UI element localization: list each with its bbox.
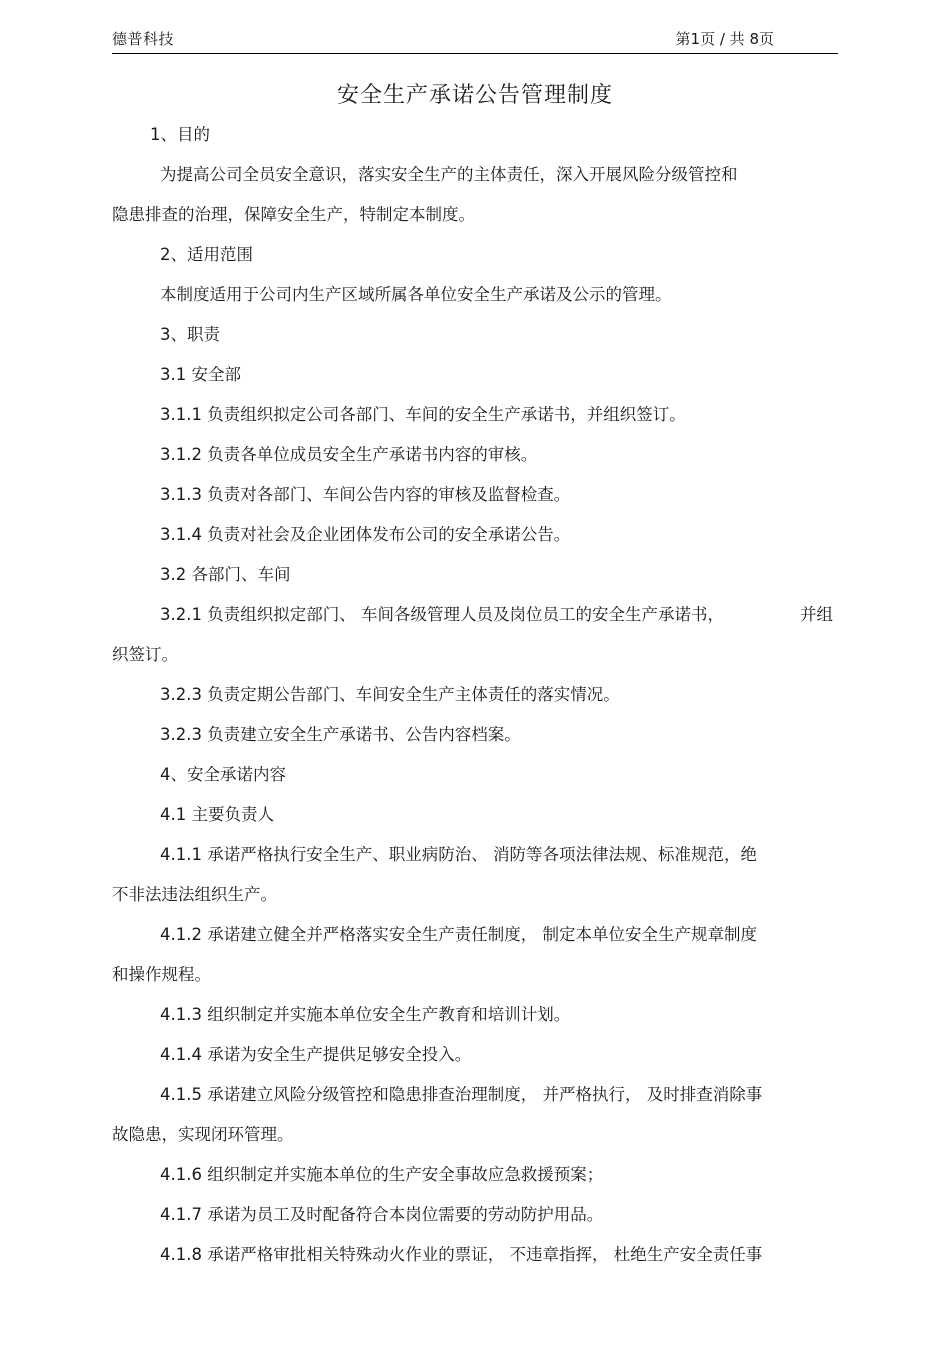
section-heading: 4、安全承诺内容: [160, 765, 286, 784]
clause-line: 3.2.1 负责组织拟定部门、 车间各级管理人员及岗位员工的安全生产承诺书，: [160, 605, 724, 624]
clause-line: 织签订。: [112, 645, 178, 664]
clause-line: 4.1.2 承诺建立健全并严格落实安全生产责任制度， 制定本单位安全生产规章制度: [160, 925, 757, 944]
paragraph-line: 为提高公司全员安全意识，落实安全生产的主体责任，深入开展风险分级管控和: [160, 165, 738, 184]
clause-line: 3.1.2 负责各单位成员安全生产承诺书内容的审核。: [160, 445, 538, 464]
paragraph-line: 本制度适用于公司内生产区域所属各单位安全生产承诺及公示的管理。: [160, 285, 672, 304]
subsection-heading: 3.1 安全部: [160, 365, 241, 384]
paragraph-line: 隐患排查的治理，保障安全生产，特制定本制度。: [112, 205, 475, 224]
clause-line: 3.2.3 负责建立安全生产承诺书、公告内容档案。: [160, 725, 521, 744]
clause-line: 不非法违法组织生产。: [112, 885, 277, 904]
section-heading: 1、目的: [150, 125, 210, 144]
document-title: 安全生产承诺公告管理制度: [336, 83, 613, 108]
subsection-heading: 3.2 各部门、车间: [160, 565, 291, 584]
clause-line: 3.1.3 负责对各部门、车间公告内容的审核及监督检查。: [160, 485, 571, 504]
company-name: 德普科技: [112, 30, 175, 48]
clause-line: 3.1.1 负责组织拟定公司各部门、车间的安全生产承诺书，并组织签订。: [160, 405, 686, 424]
section-heading: 2、适用范围: [160, 245, 253, 264]
section-heading: 3、职责: [160, 325, 220, 344]
clause-line: 4.1.3 组织制定并实施本单位安全生产教育和培训计划。: [160, 1005, 571, 1024]
clause-line: 4.1.4 承诺为安全生产提供足够安全投入。: [160, 1045, 472, 1064]
clause-line: 4.1.5 承诺建立风险分级管控和隐患排查治理制度， 并严格执行， 及时排查消除事: [160, 1085, 763, 1104]
page-number: 第1页 / 共 8页: [675, 30, 774, 48]
clause-line: 3.1.4 负责对社会及企业团体发布公司的安全承诺公告。: [160, 525, 571, 544]
clause-line: 3.2.3 负责定期公告部门、车间安全生产主体责任的落实情况。: [160, 685, 620, 704]
clause-line: 4.1.8 承诺严格审批相关特殊动火作业的票证， 不违章指挥， 杜绝生产安全责任事: [160, 1245, 763, 1264]
clause-line: 故隐患，实现闭环管理。: [112, 1125, 294, 1144]
clause-line: 4.1.6 组织制定并实施本单位的生产安全事故应急救援预案；: [160, 1165, 604, 1184]
subsection-heading: 4.1 主要负责人: [160, 805, 274, 824]
clause-line-end: 并组: [800, 605, 833, 624]
page-header: [112, 26, 838, 54]
clause-line: 4.1.1 承诺严格执行安全生产、职业病防治、 消防等各项法律法规、标准规范，绝: [160, 845, 757, 864]
clause-line: 和操作规程。: [112, 965, 211, 984]
clause-line: 4.1.7 承诺为员工及时配备符合本岗位需要的劳动防护用品。: [160, 1205, 604, 1224]
